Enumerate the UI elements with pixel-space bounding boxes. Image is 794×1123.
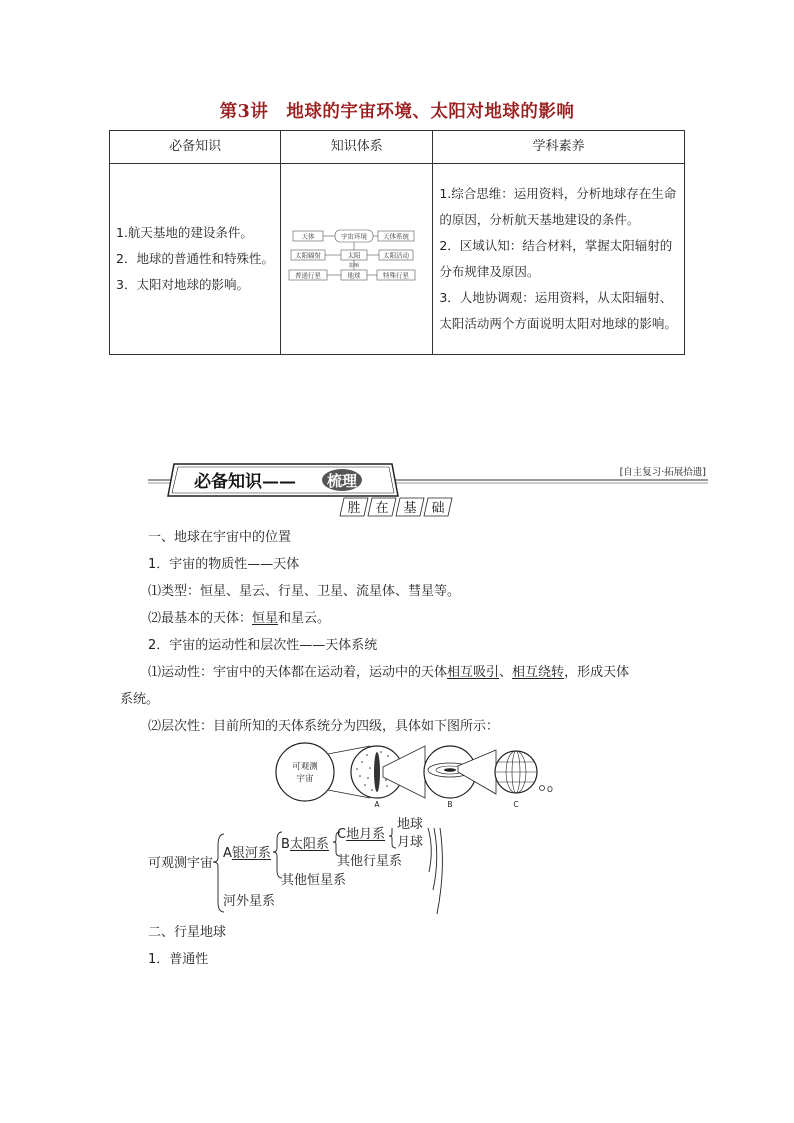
section1-item1: ⑴类型：恒星、星云、行星、卫星、流星体、彗星等。 bbox=[148, 584, 461, 599]
banner-title: 必备知识—— bbox=[194, 472, 296, 492]
tree-node-other-stars: 其他恒星系 bbox=[281, 873, 347, 888]
tree-node-other-planets: 其他行星系 bbox=[337, 854, 403, 869]
header-subject-literacy: 学科素养 bbox=[433, 131, 685, 164]
knowledge-item: 1.航天基地的建设条件。 bbox=[116, 225, 253, 240]
banner-sub-char: 胜 bbox=[347, 501, 361, 516]
tree-prefix: B bbox=[281, 837, 290, 852]
required-knowledge-cell bbox=[110, 164, 281, 355]
diagram-text: 太阳辐射 bbox=[295, 251, 322, 260]
diagram-text: 普通行星 bbox=[295, 271, 322, 280]
underlined-answer: 相互绕转 bbox=[512, 665, 565, 680]
text: ，形成天体 bbox=[564, 665, 630, 680]
knowledge-item: 3．太阳对地球的影响。 bbox=[116, 277, 249, 292]
literacy-item: 1.综合思维：运用资料，分析地球存在生命的原因，分析航天基地建设的条件。 bbox=[439, 186, 677, 227]
closing-arc bbox=[437, 828, 442, 914]
knowledge-table bbox=[109, 130, 685, 355]
section2-heading: 二、行星地球 bbox=[148, 925, 227, 940]
section1-item2 bbox=[148, 607, 330, 626]
tree-node-moon: 月球 bbox=[397, 835, 424, 850]
diagram-text: 天体系统 bbox=[383, 232, 410, 241]
banner-sub-char: 基 bbox=[403, 501, 417, 516]
text: 和星云。 bbox=[278, 611, 331, 626]
diagram-text: 影响 bbox=[349, 263, 360, 269]
tree-node-earth-moon bbox=[337, 823, 385, 842]
tree-node-solar-system bbox=[281, 833, 329, 852]
underlined-answer: 相互吸引 bbox=[447, 665, 500, 680]
diagram-text: 天体 bbox=[301, 232, 315, 241]
figure-label: 可观测 bbox=[292, 762, 318, 772]
figure-label: O bbox=[547, 785, 553, 794]
section1-item4: ⑵层次性：目前所知的天体系统分为四级，具体如下图所示： bbox=[148, 719, 500, 734]
text: 、 bbox=[499, 665, 513, 680]
diagram-text: 太阳 bbox=[347, 251, 361, 260]
section1-item3-cont: 系统。 bbox=[120, 692, 160, 707]
knowledge-system-cell bbox=[281, 164, 433, 355]
header-required-knowledge: 必备知识 bbox=[110, 131, 281, 164]
figure-label: B bbox=[447, 800, 453, 809]
section1-sub1: 1．宇宙的物质性——天体 bbox=[148, 557, 300, 572]
knowledge-system-diagram bbox=[281, 164, 432, 354]
banner-sub-char: 础 bbox=[431, 501, 445, 516]
banner-sub-char: 在 bbox=[375, 501, 389, 516]
diagram-text: 特殊行星 bbox=[383, 271, 410, 280]
tree-label: 银河系 bbox=[231, 846, 271, 861]
figure-label: 宇宙 bbox=[296, 774, 314, 784]
figure-label: C bbox=[513, 800, 519, 809]
section1-heading: 一、地球在宇宙中的位置 bbox=[148, 530, 292, 545]
page-title: 第3讲 地球的宇宙环境、太阳对地球的影响 bbox=[219, 102, 575, 122]
subject-literacy-cell bbox=[433, 164, 685, 355]
banner-tag: [自主复习·拓展拾遗] bbox=[619, 467, 706, 478]
diagram-text: 地球 bbox=[347, 271, 361, 280]
tree-prefix: A bbox=[223, 846, 232, 861]
tree-label: 地月系 bbox=[346, 827, 386, 842]
literacy-item: 2．区域认知：结合材料，掌握太阳辐射的分布规律及原因。 bbox=[439, 238, 673, 279]
diagram-text: 宇宙环境 bbox=[341, 232, 368, 241]
brace-level-4 bbox=[389, 828, 396, 848]
literacy-item: 3．人地协调观：运用资料，从太阳辐射、太阳活动两个方面说明太阳对地球的影响。 bbox=[439, 290, 677, 331]
section-banner bbox=[148, 460, 708, 518]
banner-highlight: 梳理 bbox=[326, 472, 358, 490]
tree-node-other-galaxies: 河外星系 bbox=[223, 894, 276, 909]
section1-sub2: 2．宇宙的运动性和层次性——天体系统 bbox=[148, 638, 378, 653]
underlined-answer: 恒星 bbox=[252, 611, 279, 626]
figure-label: A bbox=[374, 800, 380, 809]
galaxy-edge-shape bbox=[374, 752, 380, 792]
tree-node-milky-way bbox=[223, 842, 271, 861]
diagram-text: 太阳活动 bbox=[383, 251, 410, 260]
header-knowledge-system: 知识体系 bbox=[281, 131, 433, 164]
tree-prefix: C bbox=[337, 827, 347, 842]
tree-label: 太阳系 bbox=[289, 837, 329, 852]
celestial-hierarchy-figure bbox=[270, 740, 560, 810]
knowledge-item: 2．地球的普通性和特殊性。 bbox=[116, 251, 274, 266]
tree-node-earth: 地球 bbox=[397, 817, 424, 832]
observable-universe-circle bbox=[276, 743, 334, 801]
text: ⑵最基本的天体： bbox=[148, 611, 253, 626]
section2-sub1: 1．普通性 bbox=[148, 952, 209, 967]
tree-root: 可观测宇宙 bbox=[148, 856, 214, 871]
text: ⑴运动性：宇宙中的天体都在运动着，运动中的天体 bbox=[148, 665, 448, 680]
moon-mark bbox=[540, 786, 545, 791]
section1-item3 bbox=[148, 661, 629, 680]
closing-arc bbox=[428, 828, 431, 872]
closing-arc bbox=[433, 828, 437, 890]
